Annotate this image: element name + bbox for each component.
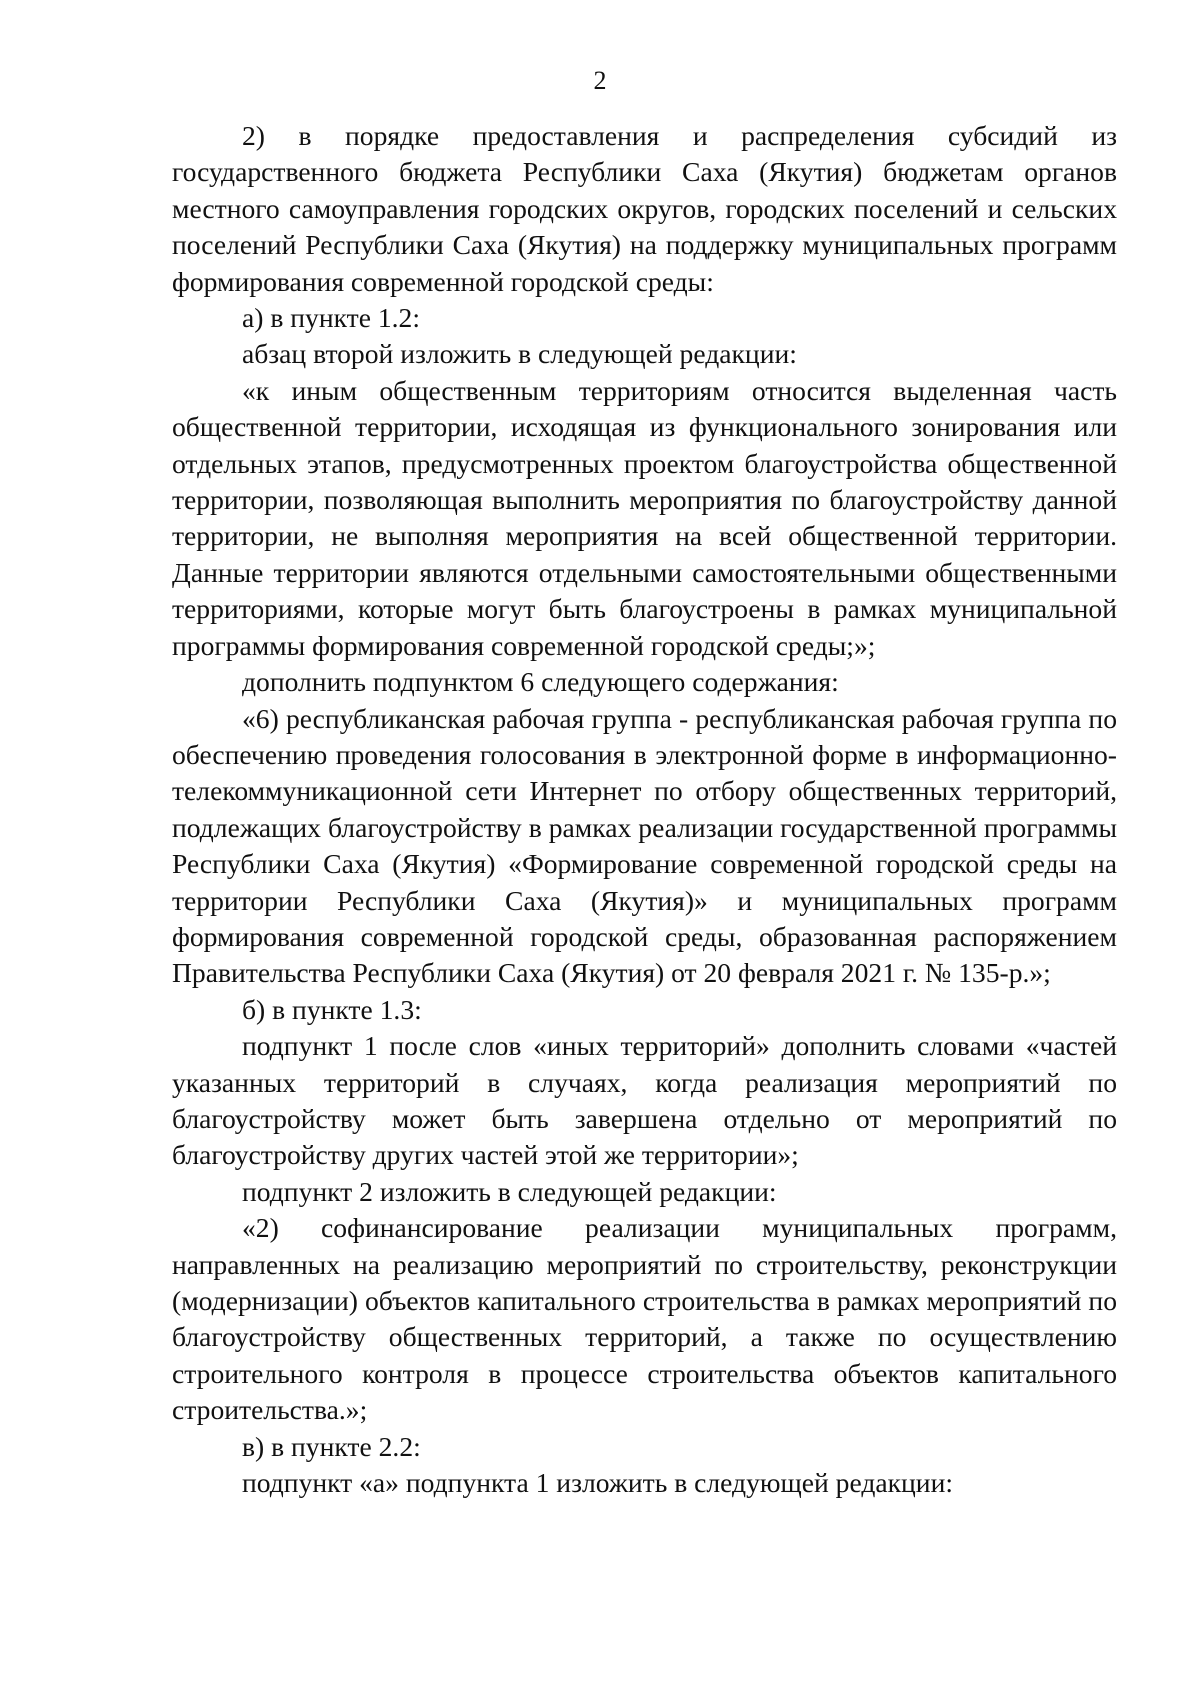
paragraph-subpoint-a-edit: подпункт «а» подпункта 1 изложить в следующей редакции: [242, 1467, 953, 1499]
paragraph-add-subpoint-6: дополнить подпунктом 6 следующего содержания: [242, 666, 839, 698]
paragraph-subpoint-2-edit: подпункт 2 изложить в следующей редакции: [242, 1175, 777, 1207]
paragraph-cofinancing-quote: «2) софинансирование реализации муниципальных программ, направленных на реализацию мероприятий по строительству, реконструкции (модернизации) объектов капитального строительства в рамках мероприятий по благоустройству общественных территорий, а также по осуществлению строительного контроля в процессе строительства объектов капитального строительства.»; [172, 1212, 1117, 1426]
paragraph-other-territories-quote: «к иным общественным территориям относится выделенная часть общественной территории, исходящая из функционального зонирования или отдельных этапов, предусмотренных проектом благоустройства общественной территории, позволяющая выполнить мероприятия по благоустройству данной территории, не выполняя мероприятия на всей общественной территории. Данные территории являются отдельными самостоятельными общественными территориями, которые могут быть благоустроены в рамках муниципальной программы формирования современной городской среды;»; [172, 374, 1117, 661]
paragraph-subsidy-order: 2) в порядке предоставления и распределения субсидий из государственного бюджета Республики Саха (Якутия) бюджетам органов местного самоуправления городских округов, городских поселений и сельских поселений Республики Саха (Якутия) на поддержку муниципальных программ формирования современной городской среды: [172, 120, 1117, 297]
paragraph-second-abstract: абзац второй изложить в следующей редакции: [242, 338, 797, 370]
document-body [172, 118, 1117, 1501]
paragraph-point-1-2: а) в пункте 1.2: [242, 302, 420, 334]
paragraph-point-2-2: в) в пункте 2.2: [242, 1430, 421, 1462]
paragraph-subpoint-1-addition: подпункт 1 после слов «иных территорий» дополнить словами «частей указанных территорий в случаях, когда реализация мероприятий по благоустройству может быть завершена отдельно от мероприятий по благоустройству других частей этой же территории»; [172, 1030, 1117, 1171]
paragraph-working-group-quote: «6) республиканская рабочая группа - республиканская рабочая группа по обеспечению проведения голосования в электронной форме в информационно-телекоммуникационной сети Интернет по отбору общественных территорий, подлежащих благоустройству в рамках реализации государственной программы Республики Саха (Якутия) «Формирование современной городской среды на территории Республики Саха (Якутия)» и муниципальных программ формирования современной городской среды, образованная распоряжением Правительства Республики Саха (Якутия) от 20 февраля 2021 г. № 135-р.»; [172, 702, 1117, 989]
paragraph-point-1-3: б) в пункте 1.3: [242, 993, 422, 1025]
page-number: 2 [593, 66, 607, 95]
